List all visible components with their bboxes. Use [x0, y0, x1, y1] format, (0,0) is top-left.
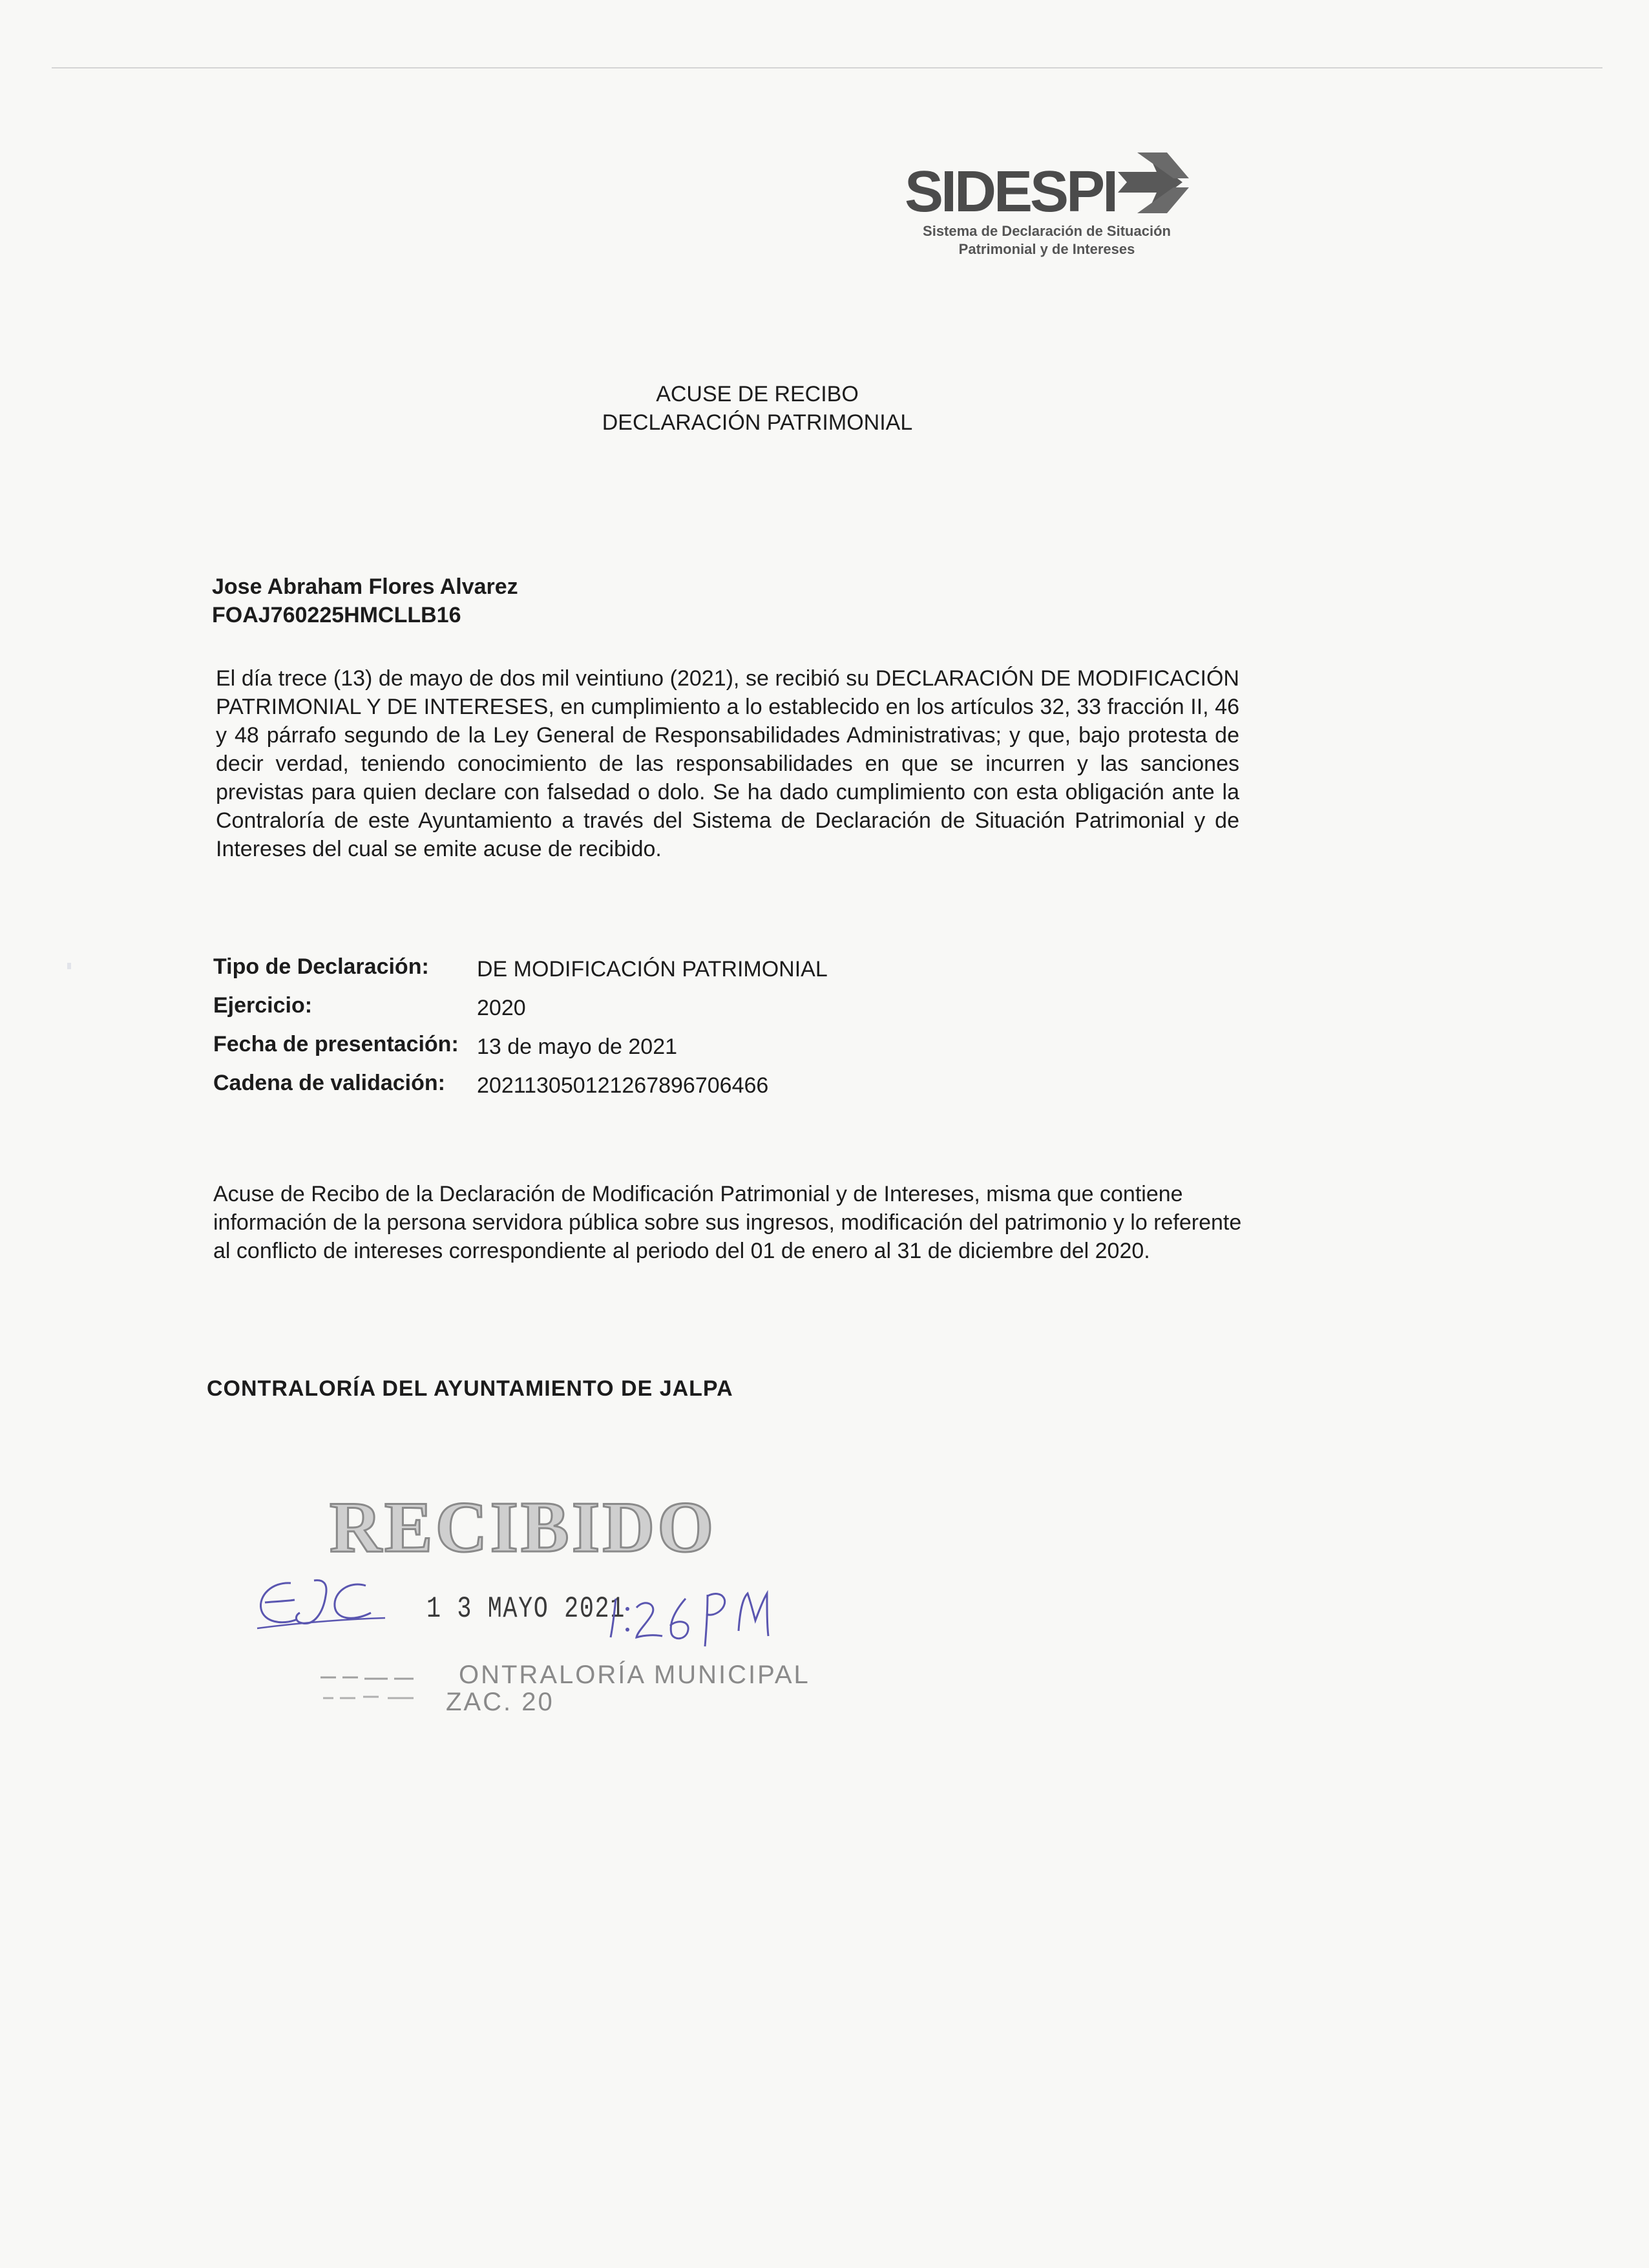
detail-row-date: [213, 1026, 828, 1065]
scan-edge-line: [52, 67, 1602, 68]
stamp-date: 1 3 MAYO 2021: [426, 1592, 625, 1626]
detail-value: 2020: [477, 996, 526, 1020]
stamp-smudge: [317, 1670, 426, 1708]
handwritten-time: [604, 1579, 772, 1650]
declaration-details: [213, 949, 828, 1104]
declarant-rfc: FOAJ760225HMCLLB16: [212, 603, 461, 627]
logo-subtitle: Sistema de Declaración de Situación Patrimonial y de Intereses: [923, 223, 1171, 257]
detail-label: Tipo de Declaración:: [213, 954, 429, 979]
body-paragraph: El día trece (13) de mayo de dos mil veintiuno (2021), se recibió su DECLARACIÓN DE MODIFICACIÓN PATRIMONIAL Y DE INTERESES, en cumplimiento a lo establecido en los artículos 32, 33 fracción II, 46 y 48 párrafo segundo de la Ley General de Responsabilidades Administrativas; y que, bajo protesta de decir verdad, teniendo conocimiento de las responsabilidades en que se incurren y las sanciones previstas para quien declare con falsedad o dolo. Se ha dado cumplimiento con esta obligación ante la Contraloría de este Ayuntamiento a través del Sistema de Declaración de Situación Patrimonial y de Intereses del cual se emite acuse de recibido.: [216, 666, 1239, 861]
summary-paragraph: Acuse de Recibo de la Declaración de Modificación Patrimonial y de Intereses, misma que contiene información de la persona servidora pública sobre sus ingresos, modificación del patrimonio y lo referente al conflicto de intereses correspondiente al periodo del 01 de enero al 31 de diciembre del 2020.: [213, 1182, 1242, 1263]
declarant-block: [212, 572, 518, 629]
scan-speck: [67, 963, 71, 969]
detail-label: Ejercicio:: [213, 993, 313, 1018]
detail-row-year: [213, 987, 828, 1026]
detail-value: 13 de mayo de 2021: [477, 1034, 678, 1059]
detail-value: DE MODIFICACIÓN PATRIMONIAL: [477, 957, 828, 982]
issuing-authority: CONTRALORÍA DEL AYUNTAMIENTO DE JALPA: [207, 1376, 733, 1401]
detail-row-validation: [213, 1065, 828, 1104]
logo-wordmark: SIDESPI: [905, 160, 1117, 224]
arrow-icon: [1111, 146, 1202, 224]
stamp-city: ZAC. 20: [446, 1688, 554, 1716]
detail-label: Fecha de presentación:: [213, 1032, 459, 1056]
stamp-office: ONTRALORÍA MUNICIPAL: [459, 1661, 810, 1689]
sidespi-logo: [905, 142, 1189, 258]
declarant-name: Jose Abraham Flores Alvarez: [212, 574, 518, 599]
received-stamp-word: RECIBIDO: [330, 1487, 717, 1568]
title-line-2: DECLARACIÓN PATRIMONIAL: [602, 410, 913, 435]
detail-value: 20211305012126789670646​6: [477, 1073, 769, 1098]
title-line-1: ACUSE DE RECIBO: [656, 382, 859, 406]
handwritten-initials: [252, 1564, 388, 1641]
detail-label: Cadena de validación:: [213, 1071, 445, 1095]
detail-row-type: [213, 949, 828, 987]
document-title: [0, 380, 1649, 437]
